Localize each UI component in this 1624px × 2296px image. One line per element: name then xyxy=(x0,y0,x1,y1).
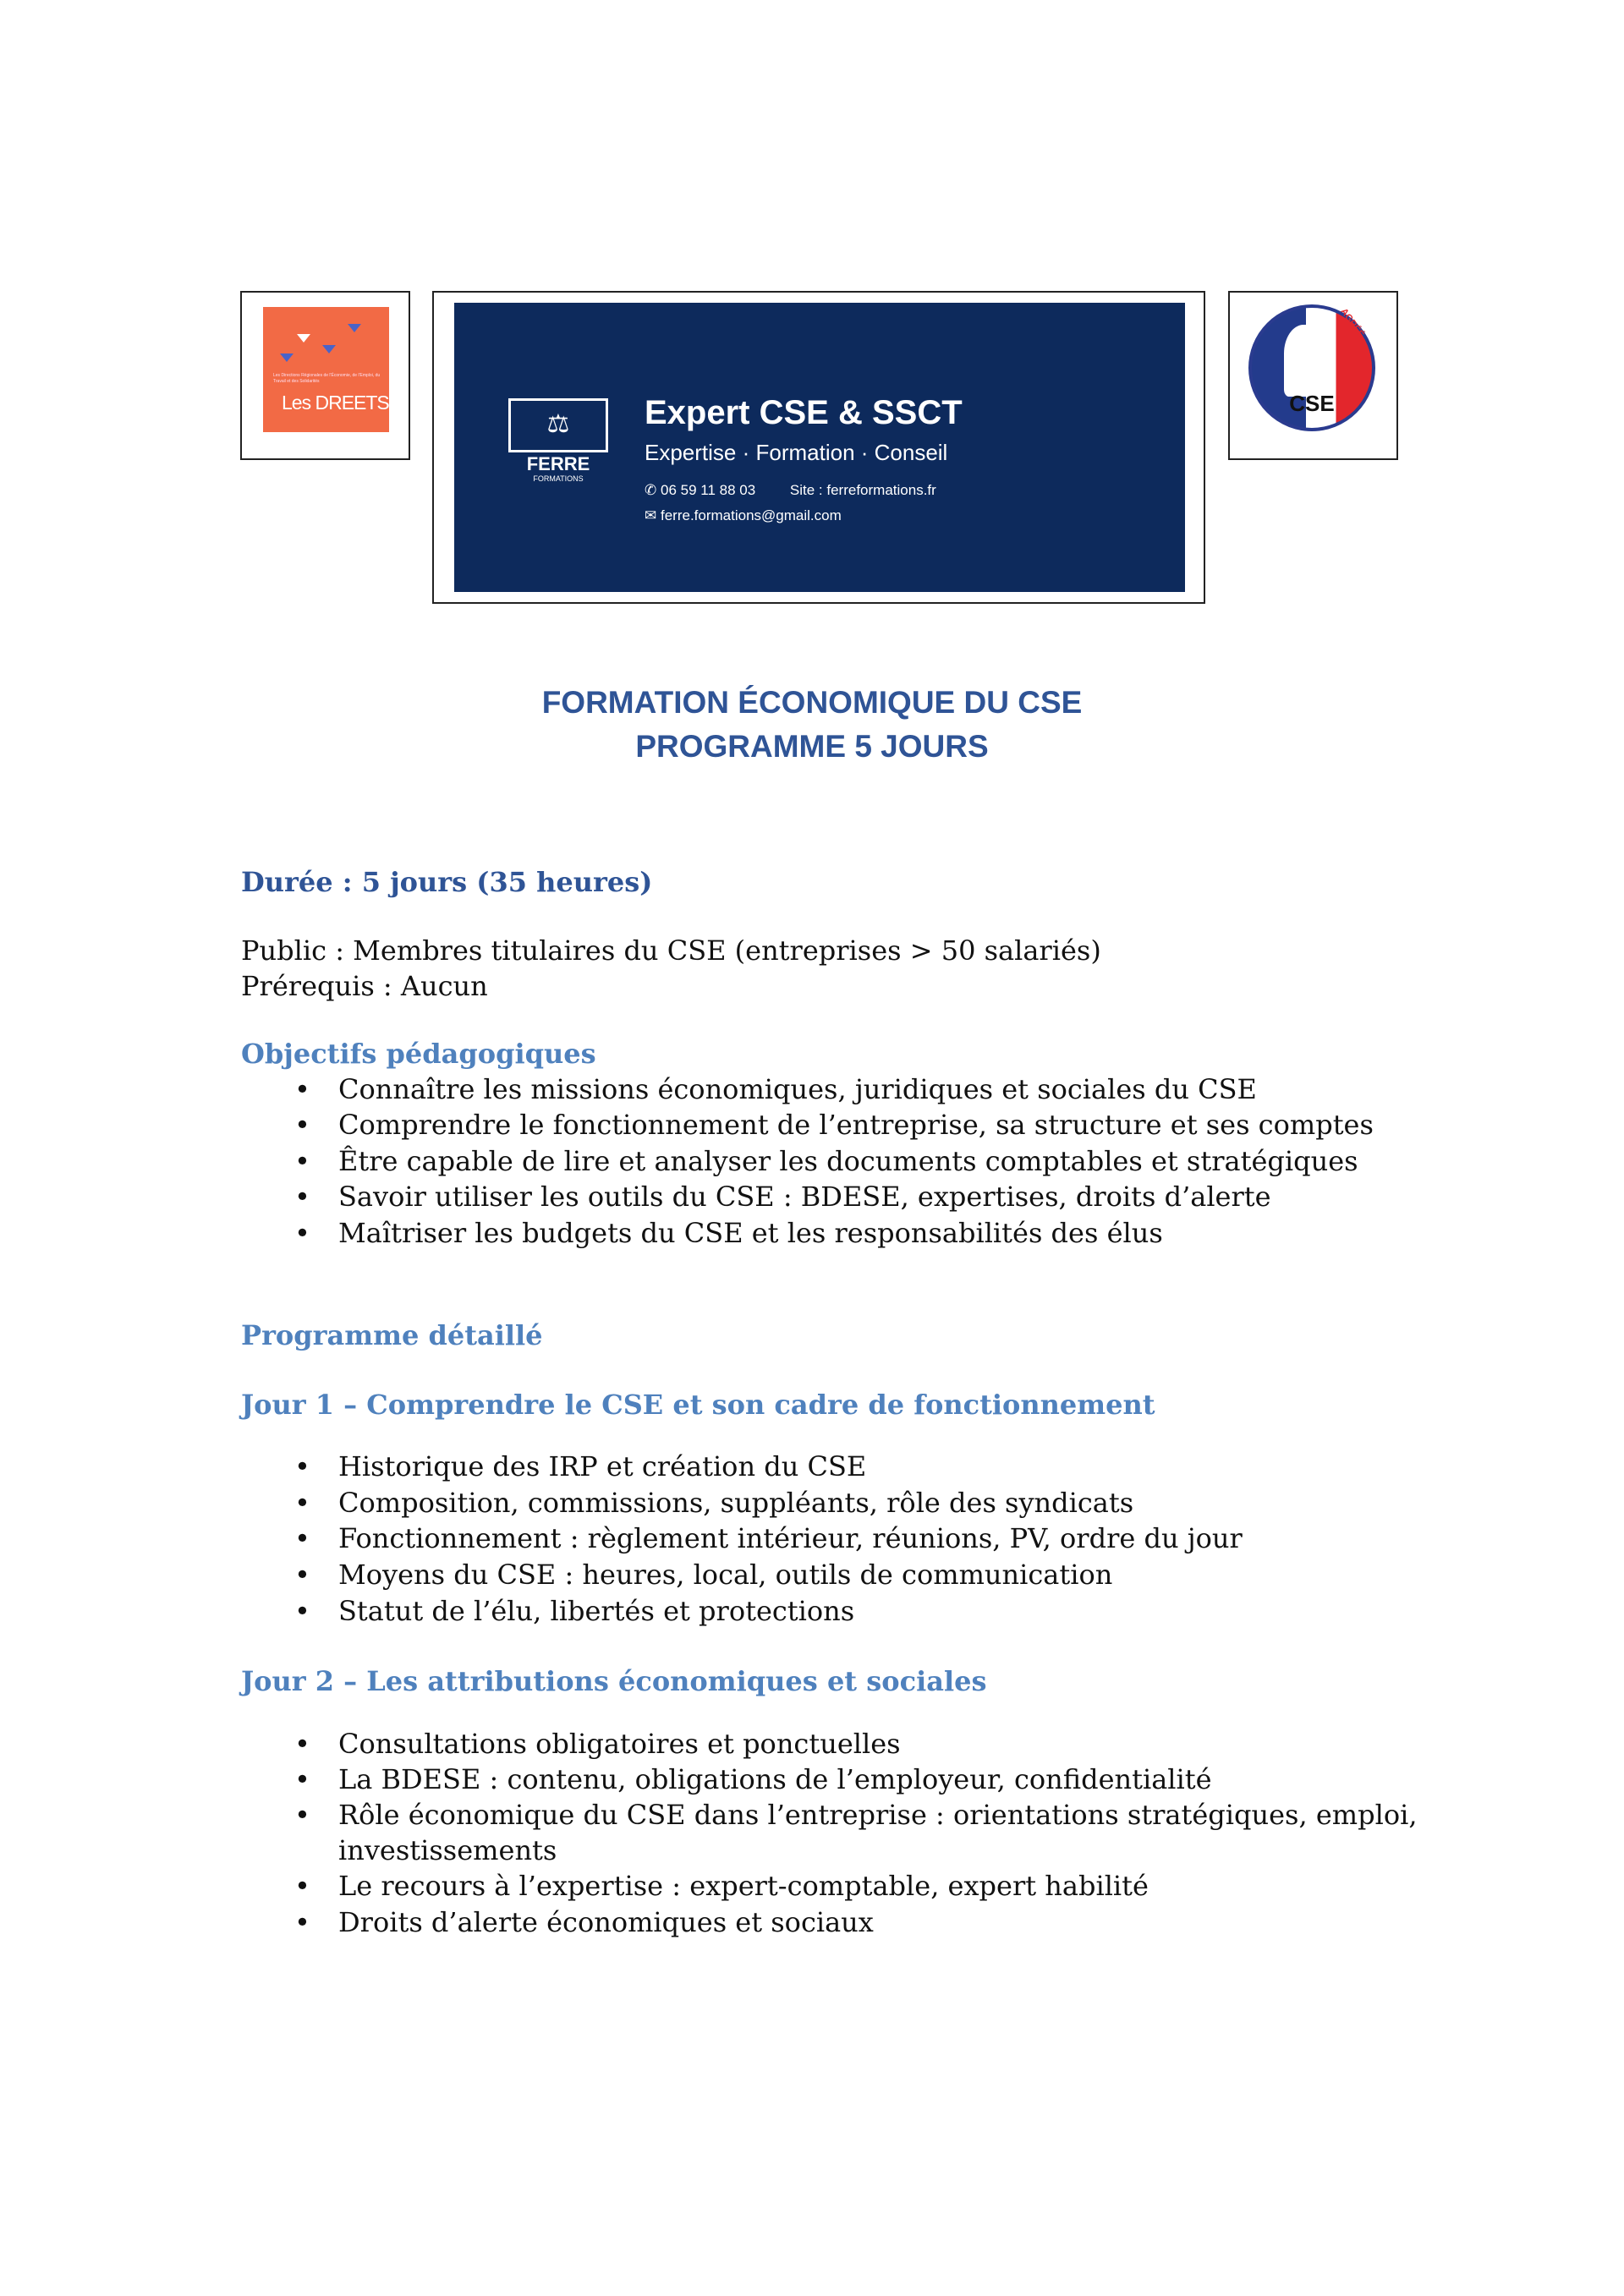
list-item: • Composition, commissions, suppléants, rôle des syndicats xyxy=(338,1485,1133,1521)
email-icon: ✉ xyxy=(645,507,657,523)
page-subtitle: PROGRAMME 5 JOURS xyxy=(635,729,989,764)
list-item: • Fonctionnement : règlement intérieur, réunions, PV, ordre du jour xyxy=(338,1521,1243,1556)
list-item: • Statut de l’élu, libertés et protections xyxy=(338,1593,854,1629)
list-item: • Maîtriser les budgets du CSE et les responsabilités des élus xyxy=(338,1215,1163,1251)
list-item: • Le recours à l’expertise : expert-comptable, expert habilité xyxy=(338,1868,1149,1904)
seal-badge: AGRÉÉ xyxy=(1338,306,1366,340)
bird-icon xyxy=(348,324,361,332)
bird-icon xyxy=(280,353,294,362)
banner-email: ferre.formations@gmail.com xyxy=(660,507,842,523)
banner-title: Expert CSE & SSCT xyxy=(645,394,963,431)
banner-phone: 06 59 11 88 03 xyxy=(660,482,756,498)
seal-text: CSE xyxy=(1289,391,1335,416)
list-item: • Savoir utiliser les outils du CSE : BDESE, expertises, droits d’alerte xyxy=(338,1179,1271,1214)
public: Public : Membres titulaires du CSE (entreprises > 50 salariés) xyxy=(241,934,1101,967)
list-item: • Connaître les missions économiques, juridiques et sociales du CSE xyxy=(338,1071,1257,1107)
list-item: • Droits d’alerte économiques et sociaux xyxy=(338,1904,874,1940)
brand-sub: FORMATIONS xyxy=(533,474,584,483)
ferre-banner xyxy=(454,303,1185,592)
list-item: • Comprendre le fonctionnement de l’entreprise, sa structure et ses comptes xyxy=(338,1107,1374,1143)
list-item: • Consultations obligatoires et ponctuelles xyxy=(338,1726,901,1762)
cse-seal-frame xyxy=(1228,291,1398,460)
list-item: • Être capable de lire et analyser les documents comptables et stratégiques xyxy=(338,1143,1358,1179)
ferre-banner-frame xyxy=(432,291,1205,604)
objectifs-heading: Objectifs pédagogiques xyxy=(241,1038,596,1070)
brand-name: FERRE xyxy=(526,453,590,474)
prerequis: Prérequis : Aucun xyxy=(241,970,488,1002)
phone-icon: ✆ xyxy=(645,482,657,498)
jour1-heading: Jour 1 – Comprendre le CSE et son cadre de fonctionnement xyxy=(241,1389,1155,1421)
banner-subtitle: Expertise · Formation · Conseil xyxy=(645,440,948,465)
dreets-logo-frame xyxy=(240,291,410,460)
scales-of-justice-icon: ⚖ xyxy=(508,398,608,452)
list-item: • Moyens du CSE : heures, local, outils de communication xyxy=(338,1557,1112,1592)
banner-site: Site : ferreformations.fr xyxy=(789,482,936,498)
duree: Durée : 5 jours (35 heures) xyxy=(241,866,653,898)
dreets-logo xyxy=(263,307,389,432)
dreets-subtitle: Les Directions Régionales de l'Économie, de l'Emploi, du Travail et des Solidarités xyxy=(273,373,381,384)
programme-heading: Programme détaillé xyxy=(241,1319,543,1351)
jour2-heading: Jour 2 – Les attributions économiques et sociales xyxy=(241,1665,987,1697)
list-item: • Rôle économique du CSE dans l’entreprise : orientations stratégiques, emploi, xyxy=(338,1797,1417,1833)
list-item: • La BDESE : contenu, obligations de l’employeur, confidentialité xyxy=(338,1762,1212,1797)
list-item-continuation: investissements xyxy=(338,1834,557,1866)
list-item: • Historique des IRP et création du CSE xyxy=(338,1449,866,1484)
bird-icon xyxy=(297,334,310,342)
cse-agree-seal xyxy=(1248,304,1375,431)
page-title: FORMATION ÉCONOMIQUE DU CSE xyxy=(541,685,1083,720)
bird-icon xyxy=(322,345,336,353)
dreets-name: Les DREETS xyxy=(282,392,389,414)
